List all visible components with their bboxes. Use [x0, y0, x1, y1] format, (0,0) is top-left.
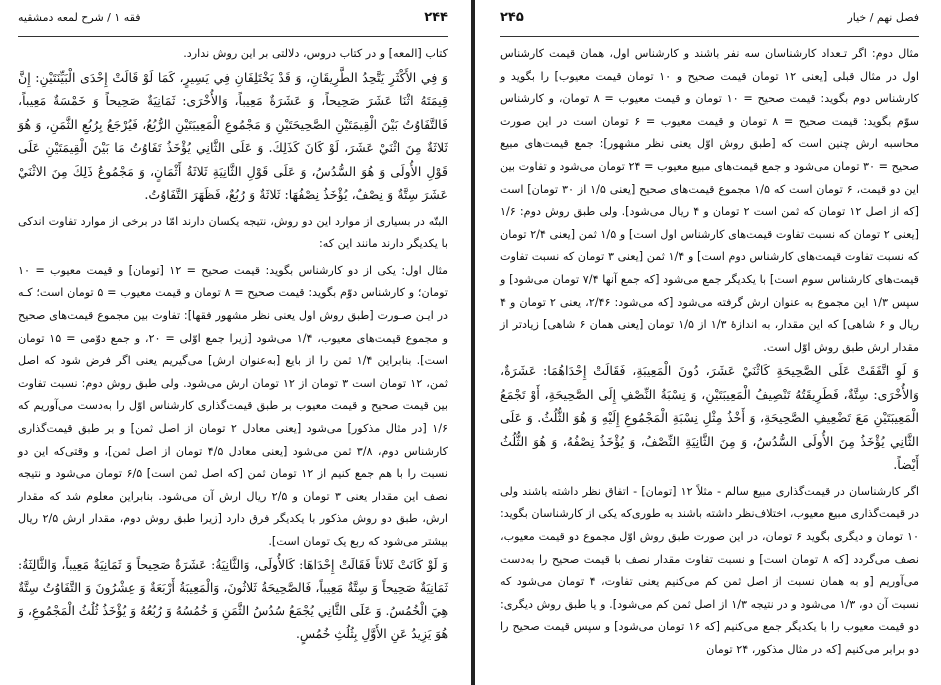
left-page-number: ۲۴۴ — [424, 10, 448, 25]
left-page — [0, 0, 470, 685]
right-page — [478, 0, 941, 685]
left-paragraph-note: البتّه در بسیاری از موارد این دو روش، نتیجه یکسان دارند امّا در برخی از موارد تفاوت اندکی با یکدیگر دارند مانند این که: — [18, 214, 448, 251]
left-paragraph-example-1: مثال اول: یکی از دو کارشناس بگوید: قیمت صحیح = ۱۲ [تومان] و قیمت معیوب = ۱۰ تومان؛ و کارشناس دوّم بگوید: قیمت صحیح = ۸ تومان و قیمت معیوب = ۵ تومان است؛ کـه در ایـن صـورت [طبق روش اول یعنی نظر مشهور فقها]: تفاوت بین مجموع قیمت‌های صحیح و مجموع قیمت‌های معیوب، ۱/۴ می‌شود [زیرا جمع اوّلی = ۲۰، و جمع دوّمی = ۱۵ تومان است]. بنابراین ۱/۴ ثمن را از بایع [به‌عنوان ارش] می‌گیریم یعنی اگر فرض شود که اصل ثمن، ۱۲ تومان است ۳ تومان از ۱۲ تومان ارش می‌شود. ولی طبق روش دوم: نسبت تفاوت بین قیمت صحیح و قیمت معیوب بر طبق قیمت‌گذاری کارشناس اوّل را به‌دست می‌آوریم که ۱/۶ [در مثال مذکور] می‌شود [یعنی معادل ۲ تومان از اصل ثمن] و بر طبق قیمت‌گذاری کارشناس دوم، ۳/۸ ثمن می‌شود [یعنی معادل ۴/۵ تومان از اصل ثمن]، و وقتی‌که این دو نسبت را با هم جمع کنیم از ۱۲ تومان ثمن [که اصل ثمن است] ۶/۵ تومان می‌شود و نتیجه نصف این مقدار یعنی ۳ تومان و ۲/۵ ریال ارش آن می‌شود. بنابراین معلوم شد که مقدار ارش، طبق دو روش مذکور با یکدیگر فرق دارد [زیرا طبق روش دوم، مقدار ارش ۲/۵ ریال بیشتر می‌شود که ربع یک تومان است]. — [18, 263, 449, 548]
right-paragraph-example-2: مثال دوم: اگر تـعداد کارشناسان سه نفر باشند و کارشناس اول، همان قیمت کارشناس اول در مثال قبلی [یعنی ۱۲ تومان قیمت صحیح و ۱۰ تومان قیمت معیوب] را بگوید و کارشناس دوم بگوید: قیمت صحیح = ۱۰ تومان و قیمت معیوب = ۸ تومان، و کارشناس سوّم بگوید: قیمت صحیح = ۸ تومان و قیمت معیوب = ۶ تومان است در این صورت محاسبه ارش چنین است که [طبق روش اوّل یعنی نظر مشهور]: جمع قیمت‌های مبیع صحیح = ۳۰ تومان می‌شود و جمع قیمت‌های مبیع معیوب = ۲۴ تومان می‌شود و تفاوت بین این دو قیمت، ۶ تومان است که ۱/۵ مجموع قیمت‌های صحیح [یعنی ۱/۵ از ۳۰ تومان] است [که از اصل ۱۲ تومان که ثمن است ۲ تومان و ۴ ریال می‌شود]. ولی طبق روش دوم: ۱/۶ [یعنی ۲ تومان که نسبت تفاوت قیمت‌های کارشناس اول است] و ۱/۵ ثمن [یعنی ۲/۴ تومان که نسبت تفاوت قیمت‌های کارشناس دوم است] و ۱/۴ ثمن [یعنی ۳ تومان که نسبت تفاوت قیمت‌های کارشناس سوم است] با یکدیگر جمع می‌شود [که جمع آنها ۷/۴ تومان می‌شود] و سپس ۱/۳ این مجموع به عنوان ارش گرفته می‌شود [که می‌شود: ۲/۴۶، یعنی ۲ تومان و ۴ ریال و ۶ شاهی] که این مقدار، به اندازهٔ ۱/۳ از ۱/۵ تومان [یعنی همان ۶ شاهی] زیادتر از مقدار ارش طبق روش اوّل است. — [500, 47, 920, 354]
right-running-head: فصل نهم / خیار — [847, 11, 919, 24]
page-gutter-divider — [471, 0, 475, 685]
right-page-header — [500, 10, 919, 37]
left-arabic-passage-1: وَ فِي الأَكْثَرِ يَتَّحِدُ الطَّرِيقَانِ، وَ قَدْ يَخْتَلِفَانِ فِي يَسِيرٍ، كَمَا لَوْ قَالَتْ إِحْدَى الْبَيِّنَتَيْنِ: إِنَّ قِيمَتَهُ اثْنَا عَشَرَ صَحِيحاً، وَ عَشَرَةٌ مَعِيباً، وَالأُخْرَى: ثَمَانِيَةٌ صَحِيحاً وَ خَمْسَةٌ مَعِيباً، فَالتَّفَاوُتُ بَيْنَ الْقِيمَتَيْنِ الصَّحِيحَتَيْنِ وَ مَجْمُوعِ الْمَعِيبَتَيْنِ الرُّبُعُ، فَيُرْجَعُ بِرُبُعِ الثَّمَنِ، وَ هُوَ ثَلاثَةٌ مِنَ اثْنَيْ عَشَرَ، لَوْ كَانَ كَذَلِكَ. وَ عَلَى الثَّانِي يُؤْخَذُ تَفَاوُتُ مَا بَيْنَ الْقِيمَتَيْنِ عَلَى قَوْلِ الأُولَى وَ هُوَ السُّدُسُ، وَ عَلَى قَوْلِ الثَّانِيَةِ ثَلاثَةُ أَثْمَانٍ، وَ مَجْمُوعُ ذَلِكَ مِنَ الاثْنَيْ عَشَرَ سِتَّةٌ وَ نِصْفٌ، يُؤْخَذُ نِصْفُهَا: ثَلاثَةٌ وَ رُبُعٌ، فَظَهَرَ التَّفَاوُتُ. — [18, 69, 448, 203]
right-page-body — [500, 43, 919, 662]
right-arabic-passage: وَ لَوِ اتَّفَقَتْ عَلَى الصَّحِيحَةِ كَاثْنَيْ عَشَرَ، دُونَ الْمَعِيبَةِ، فَقَالَتْ إِحْدَاهُمَا: عَشَرَةٌ، وَالأُخْرَى: سِتَّةٌ، فَطَرِيقَتُهُ تَنْصِيفُ الْمَعِيبَتَيْنِ، وَ نِسْبَةُ النِّصْفِ إِلَى الصَّحِيحَةِ، أَوْ تَجْمَعُ الْمَعِيبَتَيْنِ مَعَ تَضْعِيفِ الصَّحِيحَةِ، وَ أَخْذُ مِثْلِ نِسْبَةِ الْمَجْمُوعِ إِلَيْهِ وَ هُوَ الثُّلُثُ. وَ عَلَى الثَّانِي يُؤْخَذُ مِنَ الأُولَى السُّدُسُ، وَ مِنَ الثَّانِيَةِ النِّصْفُ، وَ يُؤْخَذُ نِصْفُهُ، وَ هُوَ الثُّلُثُ أَيْضاً. — [500, 363, 920, 473]
left-running-head: فقه ۱ / شرح لمعه دمشقیه — [18, 11, 141, 24]
right-paragraph-explanation: اگر کارشناسان در قیمت‌گذاری مبیع سالم - مثلاً ۱۲ [تومان] - اتفاق نظر داشته باشند ولی در قیمت‌گذاری مبیع معیوب، اختلاف‌نظر داشته باشند به طوری‌که یکی از کارشناسان بگوید: ۱۰ تومان و دیگری بگوید ۶ تومان، در این صورت طبق روش اوّل مجموع دو قیمت معیوب، نصف می‌گردد [که ۸ تومان است] و نسبت تفاوت مقدار نصف با قیمت صحیح را به‌دست می‌آوریم [و به همان نسبت از اصل ثمن کم می‌کنیم یعنی تفاوت، ۴ تومان می‌شود که نسبت آن دو، ۱/۳ می‌شود و در نتیجه ۱/۳ از اصل ثمن کم می‌شود]. و یا طبق روش دیگری: دو قیمت معیوب را با یکدیگر جمع می‌کنیم [که ۱۶ تومان می‌شود] و سپس قیمت صحیح را دو برابر می‌کنیم [که در مثال مذکور، ۲۴ تومان — [500, 484, 919, 656]
left-arabic-passage-2: وَ لَوْ كَانَتْ ثَلاثاً فَقَالَتْ إِحْدَاهَا: كَالأُولَى، وَالثَّانِيَةُ: عَشَرَةٌ صَحِيحاً وَ ثَمَانِيَةٌ مَعِيباً، وَالثَّالِثَةُ: ثَمَانِيَةٌ صَحِيحاً وَ سِتَّةٌ مَعِيباً، فَالصَّحِيحَةُ ثَلاثُونَ، وَالْمَعِيبَةُ أَرْبَعَةٌ وَ عِشْرُونَ وَ التَّفَاوُتُ سِتَّةٌ هِيَ الْخُمُسُ. وَ عَلَى الثَّانِي يُجْمَعُ سُدُسُ الثَّمَنِ وَ خُمُسُهُ وَ رُبُعُهُ وَ يُؤْخَذُ ثُلُثُ الْمَجْمُوعِ، وَ هُوَ يَزِيدُ عَنِ الأَوَّلِ بِثُلُثِ خُمُسٍ. — [18, 557, 448, 641]
left-page-body — [18, 43, 448, 646]
left-paragraph-intro: کتاب [المعه] و در کتاب دروس، دلالتی بر این روش ندارد. — [183, 47, 448, 60]
left-page-header — [18, 10, 448, 37]
right-page-number: ۲۴۵ — [500, 10, 524, 25]
